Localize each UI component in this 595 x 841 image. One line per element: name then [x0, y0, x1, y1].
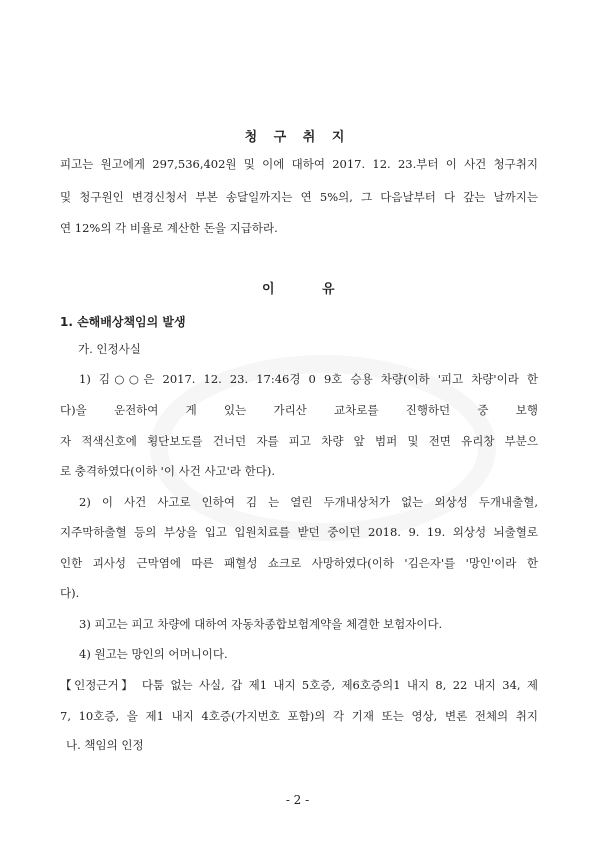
subheading-ga: 가. 인정사실: [78, 342, 141, 356]
fact-line-1: 1) 김○○은 2017. 12. 23. 17:46경 0 9호 승용 차량(이하 '피고 차량'이라 한: [79, 372, 538, 386]
fact-line-5: 2) 이 사건 사고로 인하여 김 는 열린 두개내상처가 없는 외상성 두개내출혈,: [79, 495, 538, 509]
fact-line-8: 다).: [60, 586, 80, 600]
fact-line-3: 자 적색신호에 횡단보도를 건너던 자를 피고 차량 앞 범퍼 및 전면 유리창 부분으: [60, 434, 538, 448]
claim-title: 청 구 취 지: [244, 130, 351, 145]
claim-line-2: 및 청구원인 변경신청서 부본 송달일까지는 연 5%의, 그 다음날부터 다 갚는 날까지는: [60, 190, 538, 204]
fact-line-9: 3) 피고는 피고 차량에 대하여 자동차종합보험계약을 체결한 보험자이다.: [79, 617, 443, 631]
fact-line-7: 인한 괴사성 근막염에 따른 패혈성 쇼크로 사망하였다(이하 '김은자'를 '망인'이라 한: [60, 556, 538, 570]
fact-line-10: 4) 원고는 망인의 어머니이다.: [79, 647, 228, 661]
reasons-title-right: 유: [322, 282, 335, 297]
evidence-line-1: 【인정근거】 다툼 없는 사실, 갑 제1 내지 5호증, 제6호증의1 내지 8, 22 내지 34, 제: [60, 678, 538, 692]
evidence-line-2: 7, 10호증, 을 제1 내지 4호증(가지번호 포함)의 각 기재 또는 영상, 변론 전체의 취지: [60, 709, 538, 723]
page-number: - 2 -: [285, 793, 310, 807]
claim-line-1: 피고는 원고에게 297,536,402원 및 이에 대하여 2017. 12. 23.부터 이 사건 청구취지: [60, 157, 538, 171]
fact-line-6: 지주막하출혈 등의 부상을 입고 입원치료를 받던 중이던 2018. 9. 19. 외상성 뇌출혈로: [60, 525, 538, 539]
fact-line-4: 로 충격하였다(이하 '이 사건 사고'라 한다).: [60, 464, 275, 478]
subheading-na: 나. 책임의 인정: [66, 738, 144, 752]
section-heading: 1. 손해배상책임의 발생: [60, 315, 186, 329]
reasons-title-left: 이: [262, 282, 275, 297]
claim-line-3: 연 12%의 각 비율로 계산한 돈을 지급하라.: [60, 221, 278, 235]
fact-line-2: 다)을 운전하여 게 있는 가리산 교차로를 진행하던 중 보행: [60, 403, 538, 417]
